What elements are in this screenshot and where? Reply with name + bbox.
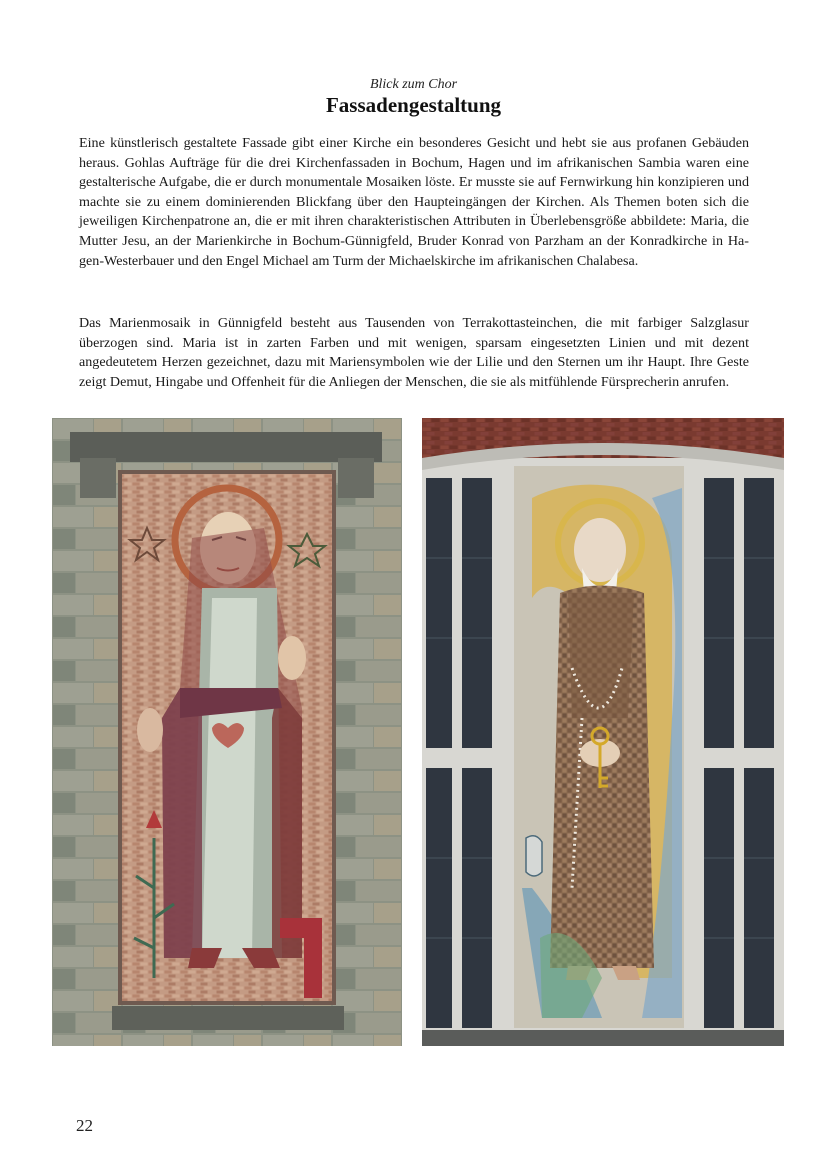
mosaic-mary-icon [52, 418, 402, 1046]
body-paragraph-2: Das Marienmosaik in Günnigfeld besteht aus Tausenden von Terrakottasteinchen, die mit farbiger Salzglasur überzogen sind. Maria ist in zarten Farben und mit wenigen, sparsam eingesetzten Linien und mit dezent angedeutetem Herzen gezeichnet, dazu mit Mariensymbolen wie der Lilie und den Sternen um ihr Haupt. Ihre Geste zeigt Demut, Hingabe und Offenheit für die Anliegen der Menschen, die sie als mitfühlende Fürsprecherin anrufen. [79, 315, 749, 390]
page-number: 22 [76, 1116, 93, 1135]
page-title: Fassadengestaltung [325, 93, 502, 117]
body-paragraph-1: Eine künstlerisch gestaltete Fassade gibt einer Kirche ein besonderes Gesicht und hebt sie aus profanen Gebäuden heraus. Gohlas Aufträge für die drei Kirchenfassaden in Bochum, Hagen und im afrikanischen Sambia waren eine gestalterische Aufgabe, die er durch monumentale Mosaiken löste. Er musste sie auf Fernwirkung hin konzipieren und machte sie zu einem dominierenden Blickfang über den Haupteingängen der Kirchen. Als Themen boten sich die jeweiligen Kirchenpatrone an, die er mit ihren charakteristischen Attributen in Überlebensgröße abbildete: Maria, die Mutter Jesu, an der Marienkirche in Bochum-Günnigfeld, Bruder Konrad von Parzham an der Konradkirche in Hagen-Westerbauer und den Engel Michael am Turm der Michaelskirche im afrikanischen Chalabesa. [79, 135, 749, 269]
mary-mosaic-photo [52, 418, 402, 1046]
konrad-mosaic-photo [422, 418, 784, 1046]
section-subtitle: Blick zum Chor [369, 77, 458, 92]
mosaic-brother-konrad-icon [422, 418, 784, 1046]
